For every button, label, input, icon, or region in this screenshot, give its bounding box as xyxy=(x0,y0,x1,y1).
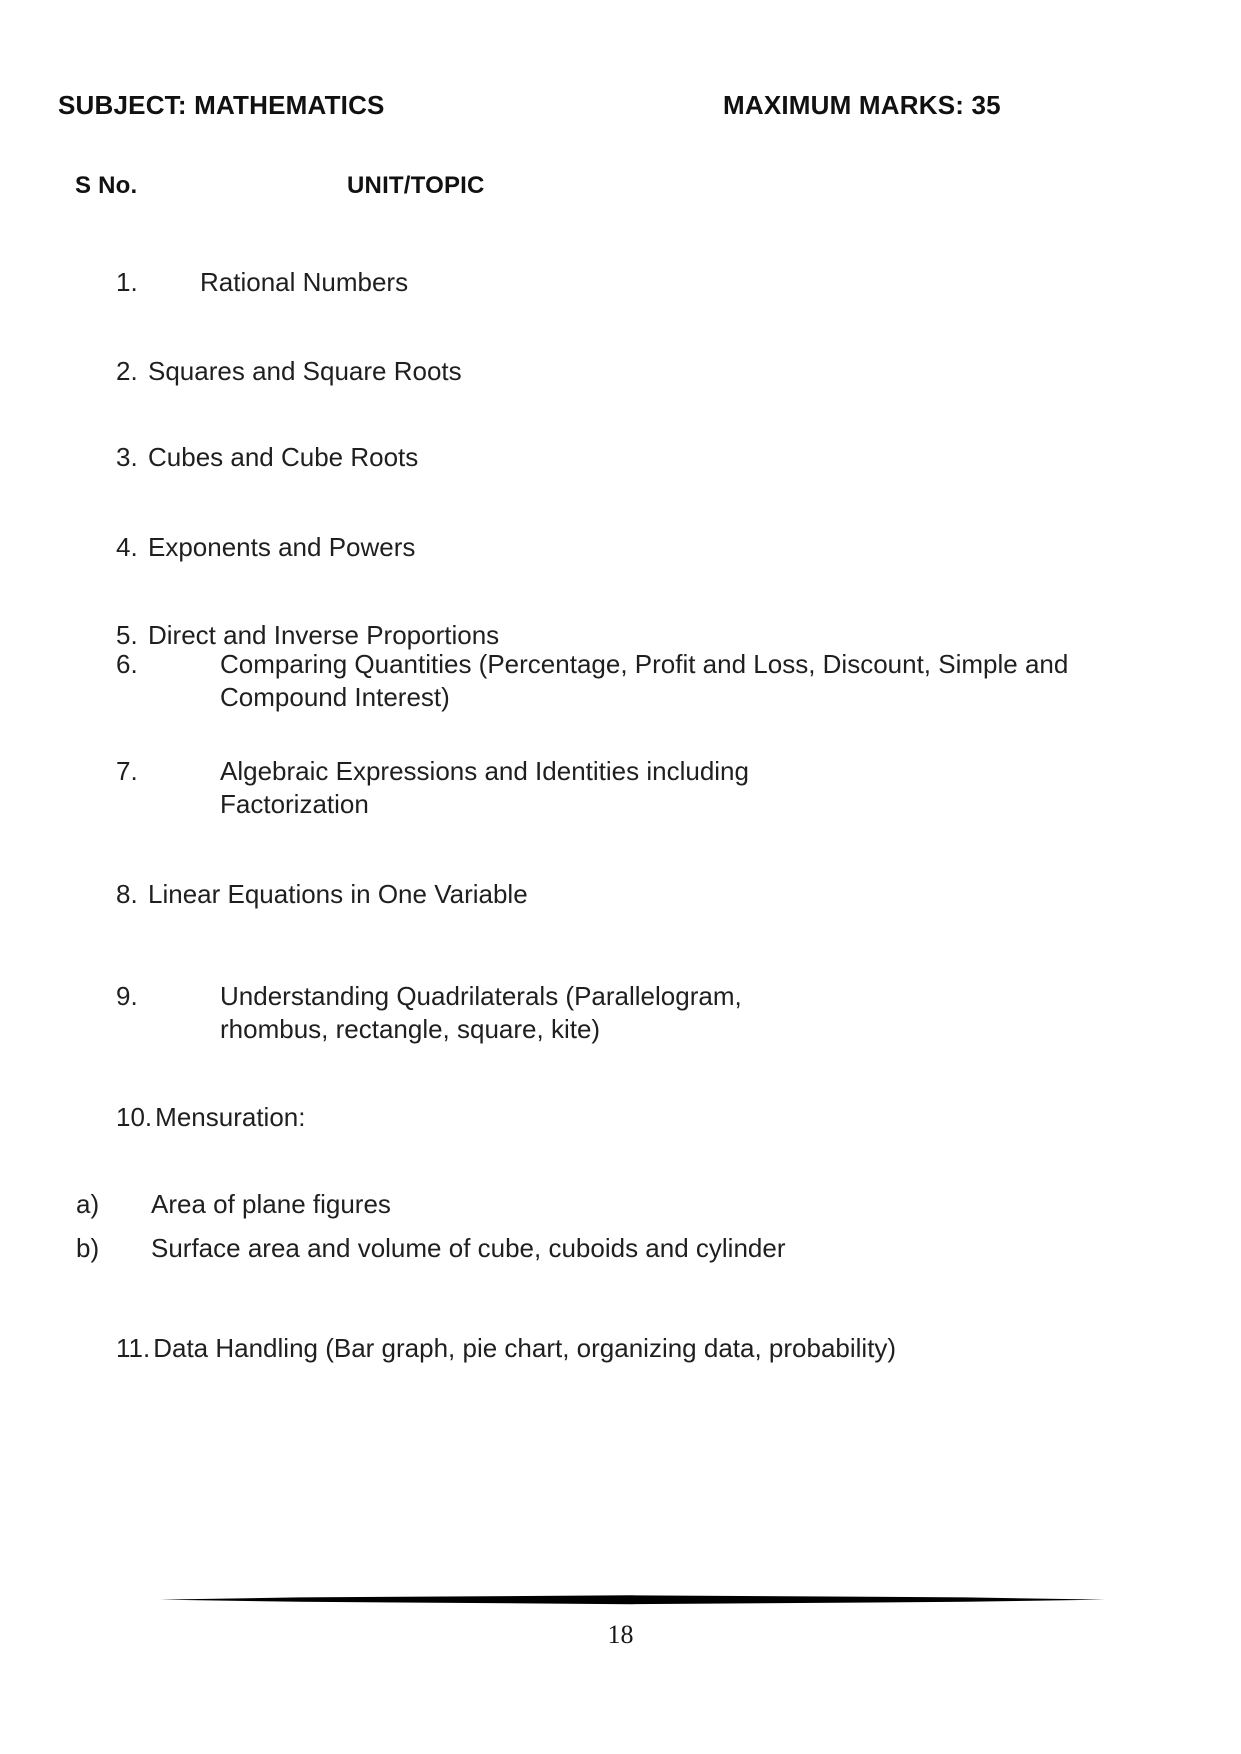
list-item-number: 7. xyxy=(116,756,138,786)
list-item-number: 11. xyxy=(116,1333,151,1363)
list-item-number: 3. xyxy=(116,442,138,472)
maximum-marks: MAXIMUM MARKS: 35 xyxy=(723,90,1001,120)
list-item-text: Algebraic Expressions and Identities including Factorization xyxy=(220,756,749,819)
list-item-number: 6. xyxy=(116,649,138,679)
list-item-text: Comparing Quantities (Percentage, Profit and Loss, Discount, Simple and Compound Interest) xyxy=(220,649,1069,712)
sub-item-b xyxy=(76,1232,786,1265)
list-item-text: Understanding Quadrilaterals (Parallelogram, rhombus, rectangle, square, kite) xyxy=(220,981,742,1044)
divider-rule-shape xyxy=(160,1595,1105,1605)
sub-item-text: Area of plane figures xyxy=(151,1189,391,1219)
divider-rule xyxy=(160,1592,1105,1602)
list-item-2 xyxy=(116,355,462,388)
list-item-number: 8. xyxy=(116,879,138,909)
list-item-text: Exponents and Powers xyxy=(148,532,416,562)
list-item-1 xyxy=(116,266,408,299)
list-item-7 xyxy=(116,755,860,821)
sub-item-letter: b) xyxy=(76,1233,100,1263)
list-item-text: Cubes and Cube Roots xyxy=(148,442,419,472)
list-item-number: 1. xyxy=(116,267,138,297)
list-item-10 xyxy=(116,1101,305,1134)
list-item-text: Squares and Square Roots xyxy=(148,356,462,386)
list-item-number: 10. xyxy=(116,1102,153,1132)
list-item-text: Mensuration: xyxy=(155,1102,306,1132)
subject-title: SUBJECT: MATHEMATICS xyxy=(58,90,385,120)
list-item-4 xyxy=(116,531,415,564)
list-item-text: Rational Numbers xyxy=(200,267,409,297)
page-number: 18 xyxy=(607,1620,634,1649)
sub-item-letter: a) xyxy=(76,1189,100,1219)
list-item-number: 9. xyxy=(116,981,138,1011)
column-header-unit-topic: UNIT/TOPIC xyxy=(347,172,485,199)
list-item-text: Direct and Inverse Proportions xyxy=(148,620,500,650)
list-item-8 xyxy=(116,878,528,911)
list-item-text: Data Handling (Bar graph, pie chart, organizing data, probability) xyxy=(153,1333,897,1363)
list-item-9 xyxy=(116,980,820,1046)
list-item-6 xyxy=(116,648,1170,714)
sub-item-text: Surface area and volume of cube, cuboids and cylinder xyxy=(151,1233,786,1263)
sub-item-a xyxy=(76,1188,391,1221)
list-item-text: Linear Equations in One Variable xyxy=(148,879,528,909)
list-item-3 xyxy=(116,441,418,474)
list-item-number: 4. xyxy=(116,532,138,562)
column-header-sno: S No. xyxy=(75,172,138,199)
list-item-number: 2. xyxy=(116,356,138,386)
list-item-11 xyxy=(116,1332,896,1365)
list-item-number: 5. xyxy=(116,620,138,650)
